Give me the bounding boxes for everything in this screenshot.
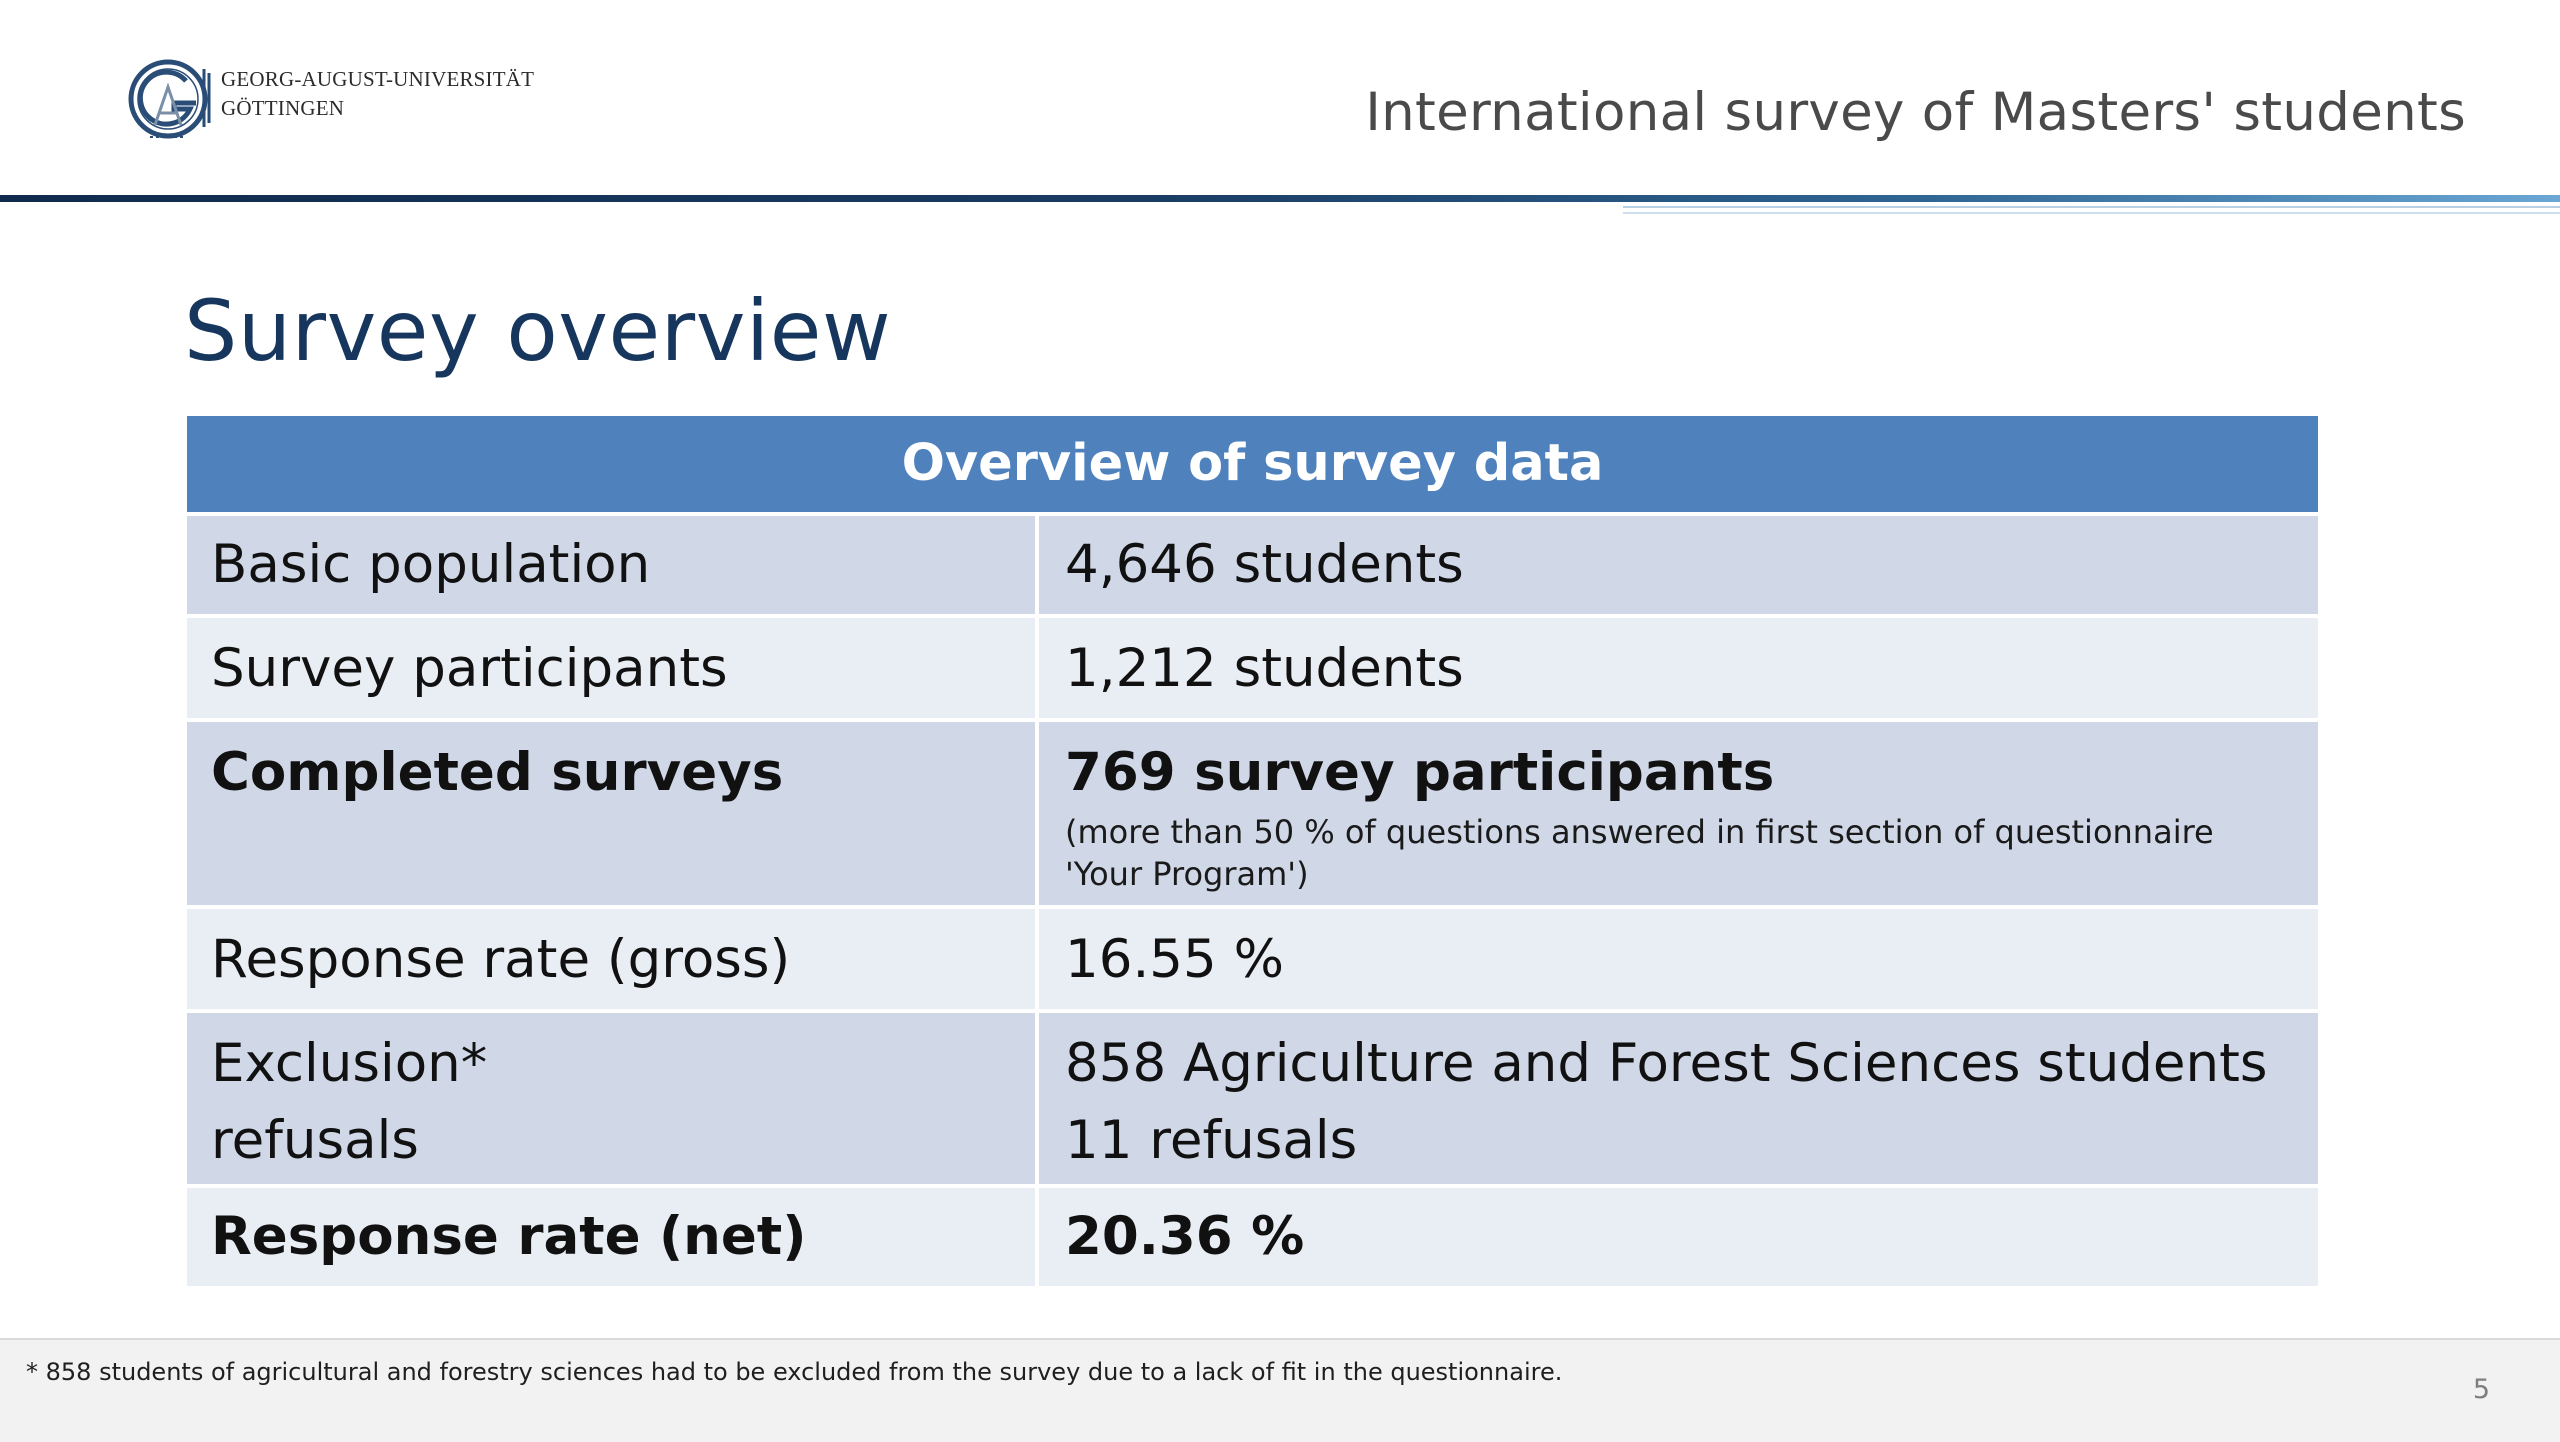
header-accent-line	[1623, 206, 2560, 208]
row-label: Basic population	[187, 516, 1035, 614]
row-label: Exclusion*	[211, 1033, 488, 1094]
row-value-cell	[1039, 722, 2318, 905]
university-name	[221, 65, 534, 123]
row-label: Survey participants	[187, 618, 1035, 718]
row-label: Response rate (net)	[187, 1188, 1035, 1286]
row-value-cell	[1039, 1013, 2318, 1184]
header-divider	[0, 195, 2560, 202]
table-row	[187, 905, 2318, 1009]
presentation-title: International survey of Masters' students	[1365, 82, 2466, 143]
university-name-line1: GEORG-AUGUST-UNIVERSITÄT	[221, 67, 535, 91]
page-number: 5	[2472, 1374, 2490, 1405]
row-label-cell	[187, 1013, 1035, 1184]
row-value: 858 Agriculture and Forest Sciences students	[1065, 1033, 2268, 1094]
row-value: 20.36 %	[1039, 1188, 2318, 1286]
table-row	[187, 512, 2318, 614]
row-value: 16.55 %	[1039, 909, 2318, 1009]
table-row	[187, 614, 2318, 718]
university-name-line2: GÖTTINGEN	[221, 96, 345, 120]
row-value: 769 survey participants	[1065, 742, 1775, 803]
slide-footer	[0, 1338, 2560, 1442]
row-note: (more than 50 % of questions answered in first section of questionnaire 'Your Program')	[1065, 813, 2214, 893]
header-accent-line	[1623, 212, 2560, 214]
row-label: refusals	[211, 1110, 419, 1171]
table-row	[187, 718, 2318, 905]
row-label: Response rate (gross)	[187, 909, 1035, 1009]
table-heading: Overview of survey data	[187, 416, 2318, 512]
slide-title: Survey overview	[184, 282, 892, 380]
row-value: 1,212 students	[1039, 618, 2318, 718]
footnote: * 858 students of agricultural and forestry sciences had to be excluded from the survey due to a lack of fit in the questionnaire.	[26, 1358, 1563, 1386]
table-row	[187, 1184, 2318, 1286]
row-value: 4,646 students	[1039, 516, 2318, 614]
row-label: Completed surveys	[187, 722, 1035, 905]
row-value: 11 refusals	[1065, 1110, 1358, 1171]
survey-data-table	[187, 416, 2318, 1286]
university-seal-logo	[120, 57, 220, 143]
table-row	[187, 1009, 2318, 1184]
